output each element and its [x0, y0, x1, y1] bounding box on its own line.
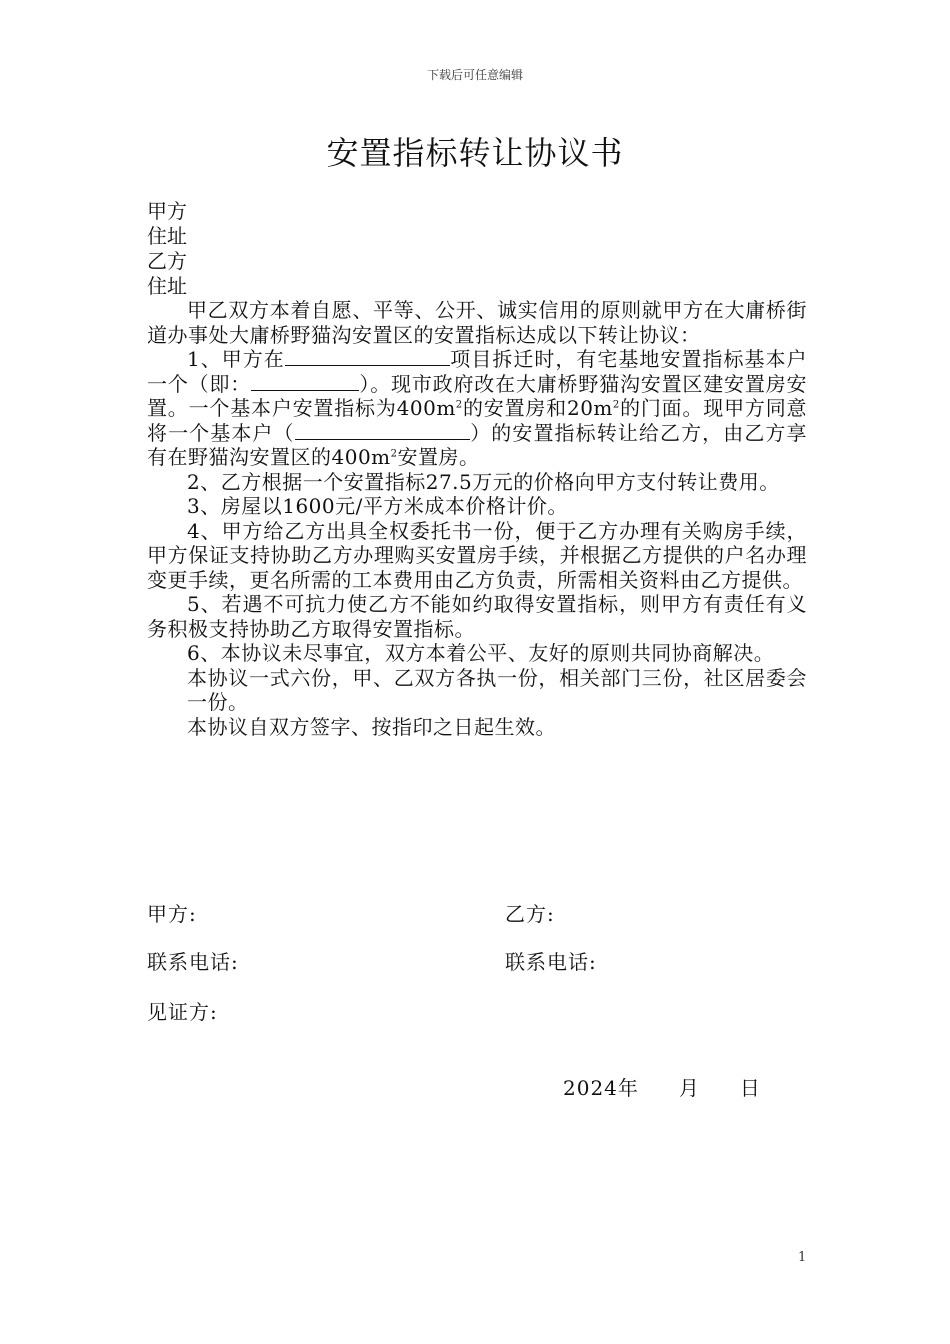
signature-party-a: 甲方:	[147, 902, 197, 926]
clause-4: 4、甲方给乙方出具全权委托书一份，便于乙方办理有关购房手续，甲方保证支持协助乙方办理购买安置房手续，并根据乙方提供的户名办理变更手续，更名所需的工本费用由乙方负责，所需相关资料由乙方提供。	[147, 518, 807, 592]
superscript-2: 2	[612, 399, 620, 411]
date-year: 2024年	[563, 1076, 639, 1100]
signature-party-b: 乙方:	[505, 902, 555, 926]
copies-paragraph: 本协议一式六份，甲、乙双方各执一份，相关部门三份，社区居委会一份。	[187, 665, 807, 714]
clause-1-text: 安置房。	[397, 445, 480, 469]
date-month: 月	[678, 1076, 700, 1100]
agreement-body	[147, 298, 807, 739]
clause-1-text: ）。现市政府改在大庸桥野猫沟安置区建安置房安置。一个基本户安置指标为400m	[147, 371, 808, 420]
page-header-note: 下载后可任意编辑	[426, 68, 523, 82]
clause-1	[147, 347, 807, 470]
clause-1-text: ）的安置指标转让给乙方，由乙方享有在野猫沟安置区的400m	[147, 420, 808, 469]
clause-1-text: 的门面。现甲方同意将一个基本户（	[147, 396, 807, 445]
signing-date	[563, 1072, 761, 1101]
party-a-label: 甲方	[147, 199, 187, 223]
document-title: 安置指标转让协议书	[326, 134, 624, 172]
phone-party-a: 联系电话:	[147, 950, 239, 974]
clause-6: 6、本协议未尽事宜，双方本着公平、友好的原则共同协商解决。	[187, 641, 775, 665]
party-a-address-label: 住址	[147, 224, 187, 248]
phone-party-b: 联系电话:	[505, 950, 597, 974]
party-b-address-label: 住址	[147, 274, 187, 298]
clause-2: 2、乙方根据一个安置指标27.5万元的价格向甲方支付转让费用。	[187, 469, 780, 494]
party-b-label: 乙方	[147, 249, 187, 273]
clause-3: 3、房屋以1600元/平方米成本价格计价。	[187, 494, 568, 518]
clause-1-text: 项目拆迁时，有宅基地安置指标基本户一个（即：	[147, 347, 808, 396]
clause-1-text: 的安置房和20m	[462, 396, 613, 420]
effective-paragraph: 本协议自双方签字、按指印之日起生效。	[187, 714, 556, 739]
clause-1-text: 1、甲方在	[187, 347, 285, 371]
superscript-2: 2	[455, 399, 463, 411]
superscript-2: 2	[390, 448, 398, 460]
clause-5: 5、若遇不可抗力使乙方不能如约取得安置指标，则甲方有责任有义务积极支持协助乙方取得安置指标。	[147, 592, 807, 641]
basic-household-blank	[295, 421, 470, 440]
household-blank	[251, 372, 359, 391]
page-number: 1	[798, 1250, 807, 1265]
witness-label: 见证方:	[147, 1000, 218, 1024]
project-name-blank	[285, 347, 450, 366]
intro-paragraph: 甲乙双方本着自愿、平等、公开、诚实信用的原则就甲方在大庸桥街道办事处大庸桥野猫沟安置区的安置指标达成以下转让协议：	[147, 298, 807, 347]
date-day: 日	[739, 1076, 761, 1100]
